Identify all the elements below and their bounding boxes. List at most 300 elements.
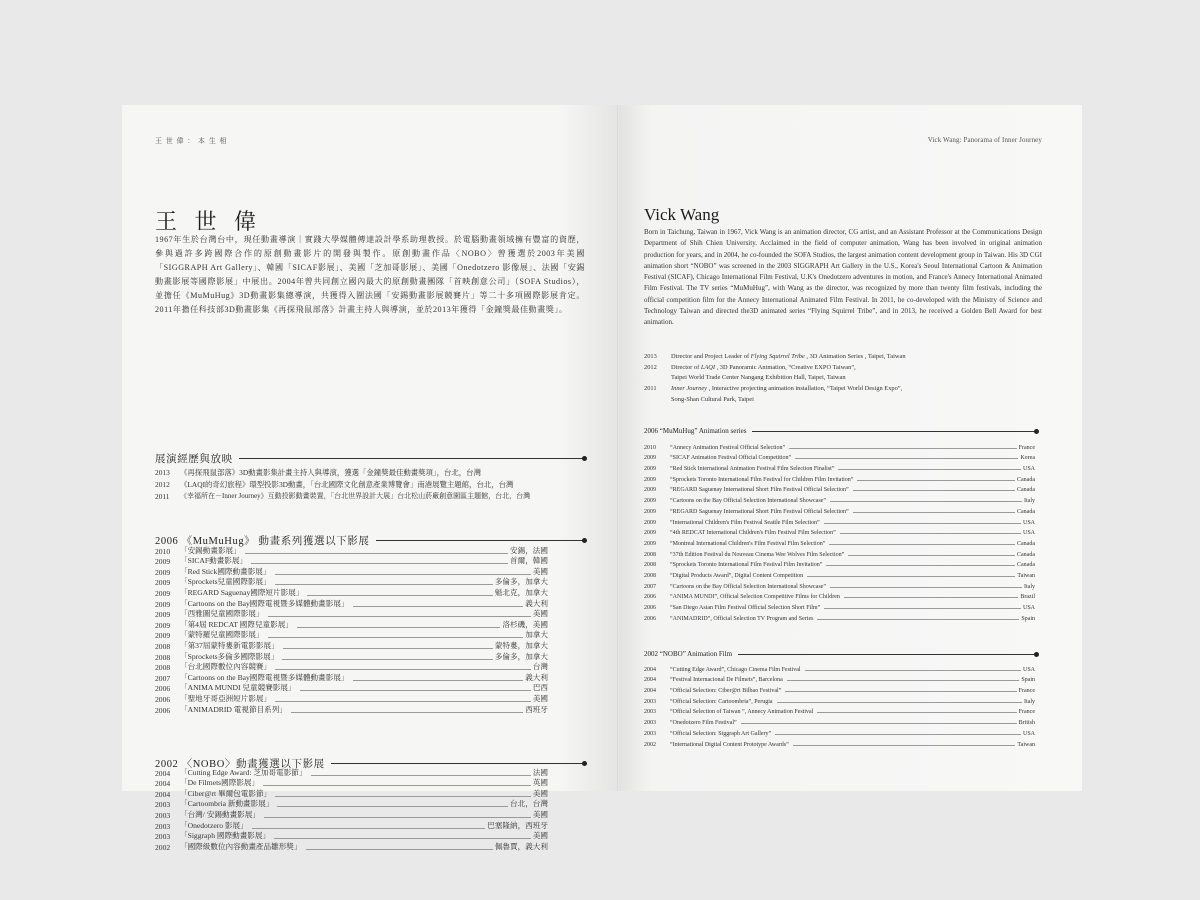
item-location: Italy	[1024, 583, 1035, 590]
item-name: 「第37屆蒙特婁新電影影展」	[180, 640, 279, 650]
list-item	[155, 767, 548, 778]
item-year: 2010	[644, 444, 656, 451]
leader-line	[353, 680, 524, 681]
leader-line	[283, 648, 493, 649]
item-name: 「Sprockets多倫多國際影展」	[180, 651, 279, 661]
item-name: 「Red Stick國際動畫影展」	[180, 566, 271, 576]
item-year: 2006	[644, 615, 656, 622]
item-text-extra: Song-Shan Cultural Park, Taipei	[671, 396, 754, 404]
item-name: “Official Selection: Siggraph Art Gallery”	[670, 730, 772, 737]
section-rule	[752, 431, 1037, 432]
leader-line	[793, 745, 1016, 746]
item-year: 2006	[155, 705, 171, 715]
leader-line	[252, 828, 486, 829]
leader-line	[282, 659, 493, 660]
item-year: 2003	[644, 698, 656, 705]
leader-line	[251, 563, 508, 564]
list-item	[155, 630, 548, 641]
item-name: “Annecy Animation Festival Official Selection”	[670, 444, 786, 451]
leader-line	[274, 838, 531, 839]
item-name: 「國際級數位內容動畫產品雛形獎」	[180, 841, 302, 851]
item-name: 「第4屆 REDCAT 國際兒童影展」	[180, 619, 293, 629]
item-year: 2008	[644, 562, 656, 569]
list-item	[644, 472, 1035, 483]
list-item	[155, 566, 548, 577]
item-location: 英國	[532, 778, 548, 788]
item-year: 2003	[644, 709, 656, 716]
list-item	[155, 683, 548, 694]
item-name: “International Children's Film Festival Seattle Film Selection”	[670, 519, 820, 526]
exhibitions-list-cn	[155, 466, 585, 502]
list-item	[644, 705, 1035, 716]
list-item	[644, 383, 1042, 394]
list-item	[155, 841, 548, 852]
item-text-post: , 3D Panoramic Animation, “Creative EXPO Taiwan”,	[715, 363, 856, 371]
item-year: 2008	[644, 551, 656, 558]
page-title-en: Vick Wang	[644, 205, 720, 224]
item-name: “Digital Products Award”, Digital Content Competition	[670, 572, 804, 579]
item-year: 2006	[644, 605, 656, 611]
leader-line	[826, 565, 1015, 566]
section-mumuhug-en	[644, 427, 1037, 435]
item-location: 義大利	[525, 672, 548, 682]
item-year: 2009	[644, 530, 656, 537]
leader-line	[789, 448, 1016, 449]
item-year: 2009	[644, 487, 656, 494]
leader-line	[275, 584, 493, 585]
section-rule	[239, 458, 585, 459]
list-item	[155, 799, 548, 810]
leader-line	[817, 712, 1016, 713]
item-year: 2008	[155, 641, 171, 651]
leader-line	[824, 608, 1021, 609]
item-name: 「Ciber@rt 畢爾包電影節」	[180, 788, 272, 798]
leader-line	[838, 469, 1021, 470]
leader-line	[817, 619, 1019, 620]
item-year: 2004	[644, 666, 656, 673]
item-location: 義大利	[525, 598, 548, 608]
item-year: 2003	[644, 720, 656, 727]
list-item	[644, 715, 1035, 726]
item-name: “San Diego Asian Film Festival Official Selection Short Film”	[670, 605, 821, 611]
item-name: “Cartoons on the Bay Official Selection International Showcase”	[670, 583, 827, 590]
item-name: 「安錫動畫影展」	[180, 545, 241, 555]
list-item	[155, 545, 548, 556]
list-item	[155, 788, 548, 799]
item-name: “Sprockets Toronto International Film Festival Film Invitation”	[670, 562, 823, 569]
list-item	[644, 362, 1042, 373]
item-title: Flying Squirrel Tribe	[750, 352, 805, 360]
leader-line	[807, 576, 1015, 577]
item-text: 《再探飛鼠部落》3D動畫影集計畫主持人與導演，獲選「金鐘獎最佳動畫獎項」，台北，台灣	[180, 467, 481, 477]
item-location: 魁北克，加拿大	[494, 587, 548, 597]
item-year: 2003	[155, 810, 171, 820]
item-location: USA	[1022, 519, 1035, 526]
list-item	[644, 568, 1035, 579]
leader-line	[307, 595, 492, 596]
list-item	[644, 611, 1035, 622]
item-text-extra: Taipei World Trade Center Nangang Exhibition Hall, Taipei, Taiwan	[671, 374, 846, 382]
item-location: British	[1018, 720, 1035, 727]
item-location: 美國	[532, 831, 548, 841]
leader-line	[805, 670, 1021, 671]
left-page	[122, 105, 619, 852]
item-location: 多倫多，加拿大	[494, 651, 548, 661]
list-item	[155, 672, 548, 683]
item-year: 2009	[155, 588, 171, 598]
list-item	[644, 351, 1042, 362]
item-year: 2009	[155, 567, 171, 577]
item-name: 「SICAF動畫影展」	[180, 556, 248, 566]
leader-line	[300, 690, 531, 691]
item-location: France	[1018, 709, 1035, 716]
item-location: France	[1018, 688, 1035, 695]
list-item	[155, 466, 585, 478]
item-location: 美國	[532, 809, 548, 819]
item-location: France	[1018, 444, 1035, 451]
list-item	[155, 651, 548, 662]
item-location: 美國	[532, 788, 548, 798]
item-year: 2009	[644, 455, 656, 462]
leader-line	[853, 490, 1015, 491]
list-item	[644, 547, 1035, 558]
item-name: “Official Selection of Taiwan ”, Annecy Animation Festival	[670, 709, 814, 716]
item-year: 2009	[644, 540, 656, 547]
leader-line	[306, 849, 493, 850]
item-year: 2008	[155, 652, 171, 662]
item-name: 「Cartoons on the Bay國際電視暨多媒體動畫影展」	[180, 672, 349, 682]
item-text	[671, 385, 902, 392]
bio-cn: 1967年生於台灣台中，現任動畫導演｜實踐大學媒體傳達設計學系助理教授。於電腦動畫領域擁有豐富的資歷，參與過許多跨國際合作的原創動畫影片的開發與製作。原創動畫作品〈NOBO〉曾獲選於2003年美國「SIGGRAPH Art Gallery」、韓國「SICAF影展」、美國「芝加哥影展」、美國「Onedotzero 影像展」、法國「安錫動畫影展等國際影展」中展出。2004年曾共同創立國內最大的原創動畫團隊「首映創意公司」（SOFA Studios），並擔任《MuMuHug》3D動畫影集總導演，共獲得入圍法國「安錫動畫影展競賽片」等二十多項國際影展肯定。2011年擔任科技部3D動畫影集《再探飛鼠部落》計畫主持人與導演，並於2013年獲得「金鐘獎最佳動畫獎」。	[155, 235, 585, 314]
list-item	[155, 809, 548, 820]
item-text-post: , 3D Animation Series , Taipei, Taiwan	[804, 352, 906, 360]
item-name: 「台灣/ 安錫動畫影展」	[180, 809, 260, 819]
item-year: 2008	[644, 572, 656, 579]
item-location: Korea	[1020, 455, 1035, 462]
item-location: Canada	[1017, 540, 1035, 547]
item-text	[671, 353, 906, 360]
item-name: “ANIMA MUNDI”, Official Selection Competitive Films for Children	[670, 594, 840, 601]
leader-line	[275, 669, 531, 670]
section-exhibitions-cn	[155, 451, 585, 466]
list-item	[644, 694, 1035, 705]
list-item	[644, 726, 1035, 737]
item-location: Brazil	[1020, 594, 1035, 601]
item-location: USA	[1022, 466, 1035, 473]
bio-en: Born in Taichung, Taiwan in 1967, Vick Wang is an animation director, CG artist, and an Assistant Professor at the Communications Design Department of Shih Chien University. Acclaimed in the field of computer animation, Wang has been involved in original animation production for years, and in 2004, he co-founded the SOFA Studios, the largest animation content development group in Taiwan. His 3D CGI animation short “NOBO” was screened in the 2003 SIGGRAPH Art Gallery in the U.S., Korea's Seoul International Cartoon & Animation Festival (SICAF), Chicago International Film Festival, U.K's Onedotzero adventures in motion, and France's Annecy International Animated Film Festival. The TV series “MuMuHug”, with Wang as the director, was recognized by more than twenty film festivals, including the official competition film for the Annecy International Animated Film Festival. In 2011, he co-developed with the Ministry of Science and Technology Taiwan and directed the3D animated series “Flying Squirrel Tribe”, and in 2013, he received a Golden Bell Award for best animation.	[644, 228, 1042, 327]
item-location: Spain	[1021, 677, 1035, 684]
item-year: 2009	[644, 476, 656, 483]
item-location: 美國	[532, 609, 548, 619]
page-title-cn: 王 世 偉	[155, 209, 263, 234]
item-year: 2009	[644, 519, 656, 526]
leader-line	[785, 691, 1016, 692]
item-location: USA	[1022, 605, 1035, 611]
item-name: 「Cartoons on the Bay國際電視暨多媒體動畫影展」	[180, 598, 349, 608]
item-year: 2013	[155, 467, 170, 477]
list-item	[155, 478, 585, 490]
item-year: 2007	[155, 673, 171, 683]
item-name: “37th Edition Festival du Nouveau Cinema Wee Wolves Film Selection”	[670, 551, 845, 558]
item-name: “REGARD Saguenay International Short Film Festival Official Selection”	[670, 487, 849, 494]
item-name: “Official Selection: Ciber@rt Bilbao Festival”	[670, 688, 782, 695]
section-heading: 2002 “NOBO” Animation Film	[644, 650, 733, 658]
list-item	[644, 451, 1035, 462]
item-name: 「聖地牙哥亞洲短片影展」	[180, 693, 272, 703]
item-title: Inner Journey	[671, 385, 708, 393]
item-location: 蒙特婁，加拿大	[494, 640, 548, 650]
item-year: 2009	[155, 610, 171, 620]
list-item	[155, 640, 548, 651]
item-location: USA	[1022, 730, 1035, 737]
item-text-post: , Interactive projecting animation installation, “Taipei World Design Expo”,	[707, 385, 903, 393]
leader-line	[268, 637, 524, 638]
item-year: 2002	[155, 842, 171, 852]
item-year: 2006	[644, 594, 656, 601]
item-location: 台北，台灣	[510, 799, 548, 809]
leader-line	[275, 701, 531, 702]
item-name: “Festival Internacional De Filmets”, Barcelona	[670, 677, 783, 684]
item-text-pre: Director of	[671, 363, 701, 371]
mumuhug-list-cn	[155, 545, 548, 715]
leader-line	[829, 544, 1015, 545]
list-item	[644, 483, 1035, 494]
list-item	[644, 579, 1035, 590]
item-location: 西班牙	[525, 704, 548, 714]
item-location: USA	[1022, 666, 1035, 673]
item-name: 「Onedotzero 影展」	[180, 820, 248, 830]
item-location: 洛杉磯，美國	[502, 619, 548, 629]
item-year: 2006	[155, 684, 171, 694]
item-year: 2004	[644, 688, 656, 695]
leader-line	[311, 775, 531, 776]
book-spread	[122, 105, 1082, 852]
item-text-pre: Director and Project Leader of	[671, 352, 751, 360]
item-location: Taiwan	[1017, 741, 1035, 748]
item-year: 2008	[155, 663, 171, 673]
leader-line	[795, 458, 1018, 459]
item-year: 2006	[155, 694, 171, 704]
list-item	[155, 577, 548, 588]
item-name: “SICAF Animation Festival Official Competition”	[670, 455, 792, 462]
section-rule	[738, 654, 1037, 655]
list-item	[644, 662, 1035, 673]
item-name: “ANIMADRID”, Official Selection TV Program and Series	[670, 615, 814, 622]
section-heading: 2006 “MuMuHug” Animation series	[644, 427, 747, 435]
list-item	[644, 515, 1035, 526]
list-item	[644, 590, 1035, 601]
list-item	[644, 673, 1035, 684]
item-year: 2009	[644, 466, 656, 473]
list-item	[644, 600, 1035, 611]
list-item	[644, 526, 1035, 537]
item-name: “Montreal International Children's Film Festival Film Selection”	[670, 540, 826, 547]
leader-line	[275, 796, 531, 797]
item-location: 美國	[532, 566, 548, 576]
item-title: LAQI	[700, 363, 716, 371]
list-item	[644, 558, 1035, 569]
item-text	[671, 364, 856, 371]
section-heading: 2002 〈NOBO〉動畫獲選以下影展	[155, 759, 325, 770]
item-name: “REGARD Saguenay International Short Film Festival Official Selection”	[670, 508, 849, 515]
list-item	[644, 504, 1035, 515]
item-year: 2003	[155, 821, 171, 831]
leader-line	[775, 734, 1021, 735]
item-location: 美國	[532, 693, 548, 703]
item-year: 2004	[155, 789, 171, 799]
item-year: 2003	[644, 730, 656, 737]
item-name: “International Digital Content Prototype Awards”	[670, 741, 789, 748]
item-location: 法國	[532, 767, 548, 777]
item-name: “Official Selection: Cartoombria”, Perugia	[670, 698, 773, 705]
item-name: “4th REDCAT International Children's Film Festival Film Selection”	[670, 530, 836, 537]
item-name: 「ANIMADRID 電視節目系列」	[180, 704, 287, 714]
section-rule	[376, 540, 585, 541]
item-year: 2009	[155, 620, 171, 630]
list-item	[644, 536, 1035, 547]
leader-line	[264, 817, 531, 818]
nobo-list-en	[644, 662, 1035, 748]
leader-line	[297, 627, 501, 628]
list-item	[155, 704, 548, 715]
item-year: 2003	[155, 800, 171, 810]
item-year: 2004	[644, 677, 656, 684]
item-location: Taiwan	[1017, 572, 1035, 579]
leader-line	[275, 574, 531, 575]
item-year: 2009	[155, 631, 171, 641]
right-page	[619, 105, 1082, 791]
item-location: 加拿大	[525, 630, 548, 640]
running-head-left: 王 世 偉 ： 本 生 相	[155, 137, 228, 145]
item-location: Canada	[1017, 508, 1035, 515]
item-name: “Sprockets Toronto International Film Festival for Children Film Invitation”	[670, 476, 854, 483]
running-head-right: Vick Wang: Panorama of Inner Journey	[927, 136, 1042, 144]
list-item	[155, 609, 548, 620]
list-item	[644, 683, 1035, 694]
leader-line	[741, 723, 1017, 724]
item-location: Italy	[1024, 698, 1035, 705]
list-item	[155, 693, 548, 704]
item-name: 「蒙特羅兒童國際影展」	[180, 630, 264, 640]
item-name: 「Cutting Edge Award: 芝加哥電影節」	[180, 767, 307, 777]
item-location: Canada	[1017, 476, 1035, 483]
item-year: 2004	[155, 779, 171, 789]
leader-line	[857, 480, 1015, 481]
section-heading: 2006 《MuMuHug》 動畫系列獲選以下影展	[155, 536, 370, 547]
item-name: 「Sprockets兒童國際影展」	[180, 577, 271, 587]
list-item	[644, 461, 1035, 472]
nobo-list-cn	[155, 767, 548, 852]
item-name: “Cartoons on the Bay Official Selection International Showcase”	[670, 498, 827, 505]
item-year: 2013	[644, 352, 657, 360]
leader-line	[277, 806, 508, 807]
item-text: 《幸福所在－Inner Journey》互動投影動畫裝置，「台北世界設計大展」台北松山菸廠創意園區主題館，台北，台灣	[180, 492, 531, 500]
leader-line	[840, 533, 1021, 534]
item-name: 「Cartoombria 新動畫影展」	[180, 799, 274, 809]
leader-line	[848, 555, 1015, 556]
item-location: 佩魯賈，義大利	[494, 841, 548, 851]
leader-line	[777, 702, 1022, 703]
item-name: 「Siggraph 國際動畫影展」	[180, 831, 271, 841]
item-year: 2009	[155, 578, 171, 588]
item-location: Canada	[1017, 551, 1035, 558]
list-item	[155, 556, 548, 567]
list-item	[644, 493, 1035, 504]
list-item	[155, 490, 585, 502]
item-location: 巴西	[532, 683, 548, 693]
item-year: 2009	[155, 599, 171, 609]
item-year: 2012	[155, 479, 170, 489]
item-year: 2009	[644, 498, 656, 505]
list-item	[155, 587, 548, 598]
item-name: 「ANIMA MUNDI 兒童競賽影展」	[180, 683, 296, 693]
list-item	[155, 662, 548, 673]
list-item-continued	[644, 394, 1042, 405]
section-rule	[331, 763, 585, 764]
leader-line	[787, 680, 1020, 681]
list-item	[155, 619, 548, 630]
item-location: Canada	[1017, 562, 1035, 569]
item-location: 首爾，韓國	[510, 556, 548, 566]
item-text: 《LAQI的奇幻旅程》環型投影3D動畫，「台北國際文化創意產業博覽會」南港展覽主題館，台北，台灣	[180, 479, 514, 489]
item-year: 2007	[644, 583, 656, 590]
mumuhug-list-en	[644, 440, 1035, 622]
leader-line	[853, 512, 1015, 513]
item-year: 2003	[155, 832, 171, 842]
item-year: 2009	[644, 508, 656, 515]
leader-line	[268, 616, 531, 617]
list-item	[155, 778, 548, 789]
section-nobo-en	[644, 650, 1037, 658]
list-item	[644, 737, 1035, 748]
leader-line	[263, 785, 531, 786]
item-year: 2011	[644, 385, 657, 393]
item-name: 「REGARD Saguenay國際短片影展」	[180, 587, 304, 597]
item-location: USA	[1022, 530, 1035, 537]
list-item	[155, 831, 548, 842]
item-year: 2010	[155, 546, 171, 556]
leader-line	[353, 606, 524, 607]
item-year: 2002	[644, 741, 656, 748]
list-item	[644, 440, 1035, 451]
item-location: 安錫，法國	[510, 545, 548, 555]
leader-line	[830, 501, 1022, 502]
list-item-continued	[644, 373, 1042, 384]
item-location: Italy	[1024, 498, 1035, 505]
leader-line	[824, 523, 1021, 524]
leader-line	[291, 712, 523, 713]
item-name: 「西雅圖兒童國際影展」	[180, 609, 264, 619]
leader-line	[830, 587, 1022, 588]
item-name: “Cutting Edge Award”, Chicago Cinema Film Festival	[670, 666, 801, 673]
list-item	[155, 598, 548, 609]
item-name: “Red Stick International Animation Festival Film Selection Finalist”	[670, 466, 835, 473]
item-location: Canada	[1017, 487, 1035, 494]
projects-list-en	[644, 351, 1042, 405]
leader-line	[844, 597, 1018, 598]
item-location: 台灣	[532, 662, 548, 672]
item-year: 2011	[155, 491, 170, 501]
item-name: 「De Filmets國際影展」	[180, 778, 260, 788]
item-year: 2012	[644, 363, 657, 371]
item-name: “Onedotzero Film Festival”	[670, 720, 737, 727]
item-location: 多倫多，加拿大	[494, 577, 548, 587]
item-location: Spain	[1021, 615, 1035, 622]
list-item	[155, 820, 548, 831]
item-year: 2009	[155, 557, 171, 567]
item-location: 巴塞隆納，西班牙	[487, 820, 548, 830]
item-name: 「台北國際數位內容競賽」	[180, 662, 272, 672]
